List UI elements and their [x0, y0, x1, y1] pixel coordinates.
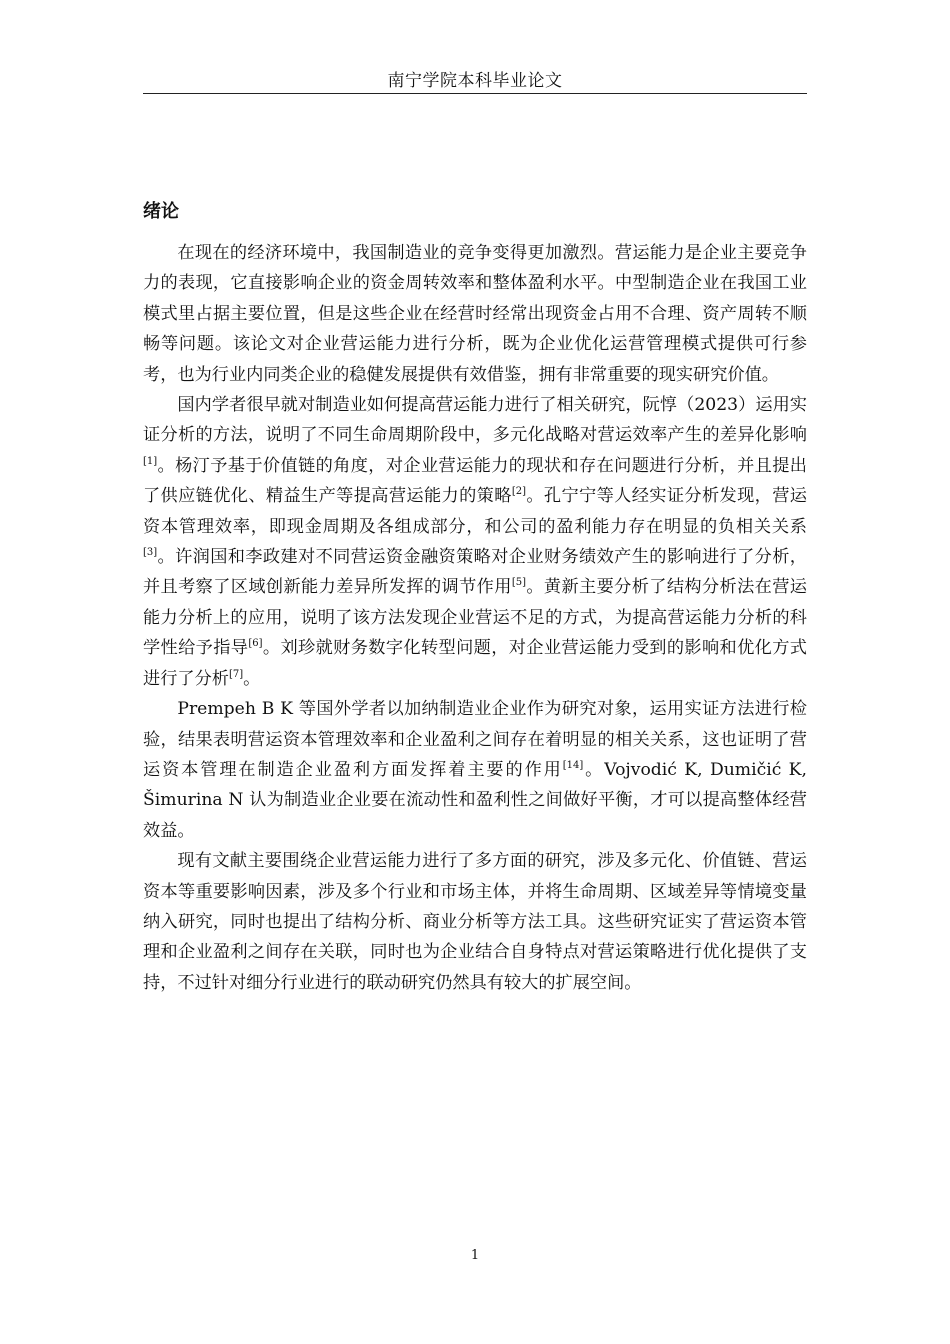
citation-ref: [3]: [143, 547, 158, 559]
paragraph-text: 。杨汀予基于价值链的角度，对企业营运能力的现状和存在问题进行分析，并且提出了供应链优化、精益生产等提高营运能力的策略: [143, 455, 807, 507]
paragraph-text: 。刘珍就财务数字化转型问题，对企业营运能力受到的影响和优化方式进行了分析: [143, 638, 807, 689]
paragraph-text: 在现在的经济环境中，我国制造业的竞争变得更加激烈。营运能力是企业主要竞争力的表现，它直接影响企业的资金周转效率和整体盈利水平。中型制造企业在我国工业模式里占据主要位置，但是这些企业在经营时经常出现资金占用不合理、资产周转不顺畅等问题。该论文对企业营运能力进行分析，既为企业优化运营管理模式提供可行参考，也为行业内同类企业的稳健发展提供有效借鉴，拥有非常重要的现实研究价值。: [143, 243, 807, 385]
citation-ref: [2]: [511, 486, 526, 498]
paragraph: [143, 390, 807, 694]
paragraph-text: 现有文献主要围绕企业营运能力进行了多方面的研究，涉及多元化、价值链、营运资本等重要影响因素，涉及多个行业和市场主体，并将生命周期、区域差异等情境变量纳入研究，同时也提出了结构分析、商业分析等方法工具。这些研究证实了营运资本管理和企业盈利之间存在关联，同时也为企业结合自身特点对营运策略进行优化提供了支持，不过针对细分行业进行的联动研究仍然具有较大的扩展空间。: [143, 851, 807, 993]
paragraph: [143, 238, 807, 390]
citation-ref: [5]: [511, 577, 526, 589]
paragraph-text: 。: [243, 668, 261, 689]
header-rule: [143, 93, 807, 94]
citation-ref: [1]: [143, 455, 158, 467]
paragraph-text: 国内学者很早就对制造业如何提高营运能力进行了相关研究，阮惇（2023）运用实证分析的方法，说明了不同生命周期阶段中，多元化战略对营运效率产生的差异化影响: [143, 395, 807, 446]
paragraph-text: 。黄新主要分析了结构分析法在营运能力分析上的应用，说明了该方法发现企业营运不足的方式，为提高营运能力分析的科学性给予指导: [143, 577, 807, 659]
citation-ref: [14]: [562, 759, 584, 771]
paragraph: [143, 694, 807, 846]
paragraph-text: 。孔宁宁等人经实证分析发现，营运资本管理效率，即现金周期及各组成部分，和公司的盈利能力存在明显的负相关关系: [143, 486, 807, 537]
section-title: 绪论: [143, 201, 179, 222]
paragraph-text: Prempeh B K 等国外学者以加纳制造业企业作为研究对象，运用实证方法进行检验，结果表明营运资本管理效率和企业盈利之间存在着明显的相关关系，这也证明了营运资本管理在制造企业盈利方面发挥着主要的作用: [143, 699, 807, 780]
running-header-title: 南宁学院本科毕业论文: [387, 71, 563, 91]
page-number: 1: [470, 1248, 480, 1263]
citation-ref: [7]: [228, 668, 244, 680]
paragraph-text: 。Vojvodić K, Dumičić K, Šimurina N 认为制造业企业要在流动性和盈利性之间做好平衡，才可以提高整体经营效益。: [143, 759, 807, 841]
paragraph-text: 。许润国和李政建对不同营运资金融资策略对企业财务绩效产生的影响进行了分析，并且考察了区域创新能力差异所发挥的调节作用: [143, 547, 807, 598]
body-text: [143, 238, 807, 998]
paragraph: [143, 846, 807, 998]
citation-ref: [6]: [248, 638, 263, 650]
